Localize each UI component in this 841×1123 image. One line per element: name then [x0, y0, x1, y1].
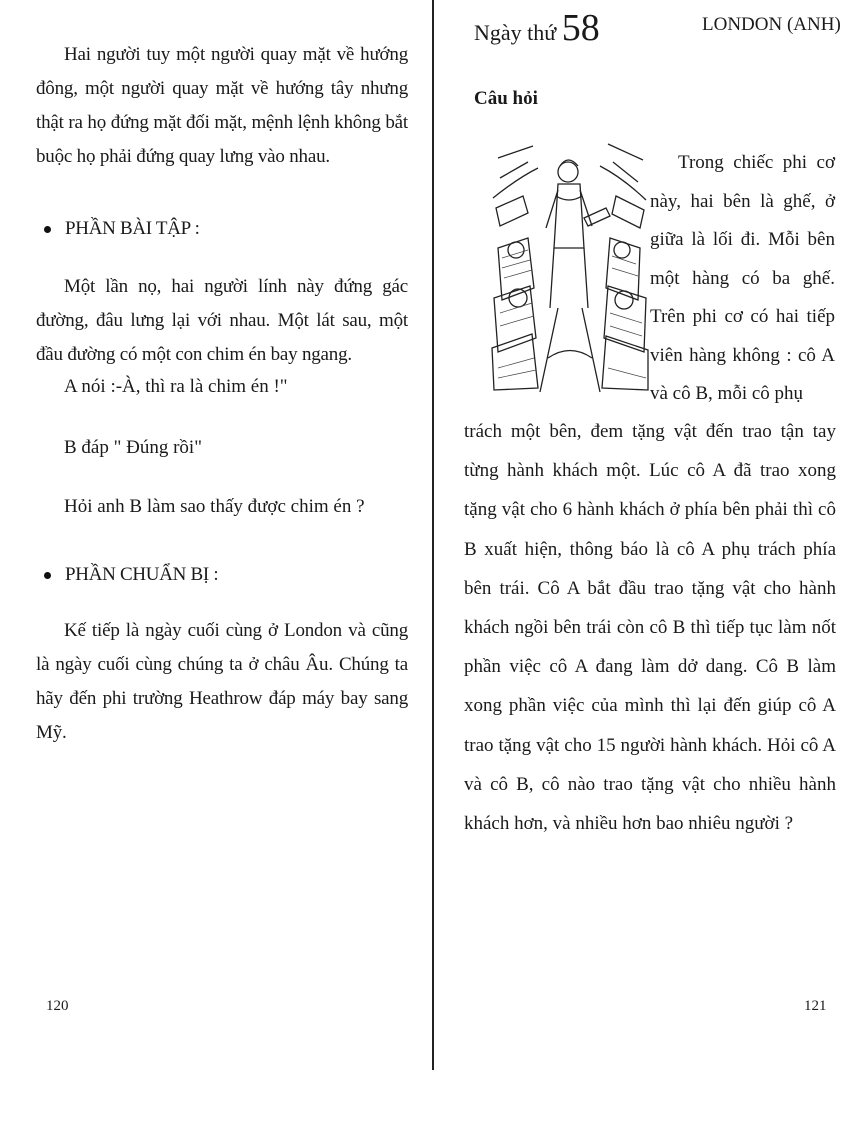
prep-heading: [44, 564, 218, 586]
day-header: [474, 6, 600, 50]
page-number-right: 121: [804, 998, 827, 1014]
day-label: Ngày thứ: [474, 20, 557, 45]
location-header: LONDON (ANH): [702, 14, 841, 35]
line-a: A nói :-À, thì ra là chim én !": [64, 376, 288, 397]
line-b: B đáp " Đúng rồi": [64, 437, 202, 458]
question-paragraph-narrow: Trong chiếc phi cơ này, hai bên là ghế, ở giữa là lối đi. Mỗi bên một hàng có ba ghế. Trên phi cơ có hai tiếp viên hàng không : cô A và cô B, mỗi cô phụ: [650, 152, 835, 404]
bullet-icon: [44, 226, 51, 233]
line-question: Hỏi anh B làm sao thấy được chim én ?: [64, 496, 365, 517]
page-divider: [432, 0, 434, 1070]
prep-heading-text: PHẦN CHUẨN BỊ :: [65, 564, 219, 585]
page-number-left: 120: [46, 998, 69, 1014]
exercise-heading-text: PHẦN BÀI TẬP :: [65, 218, 200, 239]
day-number: 58: [561, 7, 600, 49]
right-page: [438, 0, 841, 1123]
exercise-heading: [44, 218, 200, 240]
question-paragraph-wide: trách một bên, đem tặng vật đến trao tận tay từng hành khách một. Lúc cô A đã trao xong tặng vật cho 6 hành khách ở phía bên phải thì cô B xuất hiện, thông báo là cô A phụ trách phía bên trái. Cô A bắt đầu trao tặng vật cho hành khách ngồi bên trái còn cô B thì tiếp tục làm nốt phần việc cô A đang làm dở dang. Cô B làm xong phần việc của mình thì lại đến giúp cô A trao tặng vật cho 15 người hành khách. Hỏi cô A và cô B, cô nào trao tặng vật cho nhiều hành khách hơn, và nhiều hơn bao nhiêu người ?: [464, 421, 836, 835]
intro-paragraph: Hai người tuy một người quay mặt về hướng đông, một người quay mặt về hướng tây nhưng thật ra họ đứng mặt đối mặt, mệnh lệnh không bắt buộc họ phải đứng quay lưng vào nhau.: [36, 44, 408, 167]
exercise-paragraph: Một lần nọ, hai người lính này đứng gác đường, đâu lưng lại với nhau. Một lát sau, một đầu đường có một con chim én bay ngang.: [36, 276, 408, 365]
bullet-icon: [44, 572, 51, 579]
question-heading: Câu hỏi: [474, 88, 538, 109]
prep-paragraph: Kế tiếp là ngày cuối cùng ở London và cũng là ngày cuối cùng chúng ta ở châu Âu. Chúng ta hãy đến phi trường Heathrow đáp máy bay sang Mỹ.: [36, 620, 408, 743]
airplane-cabin-illustration: [488, 138, 650, 392]
